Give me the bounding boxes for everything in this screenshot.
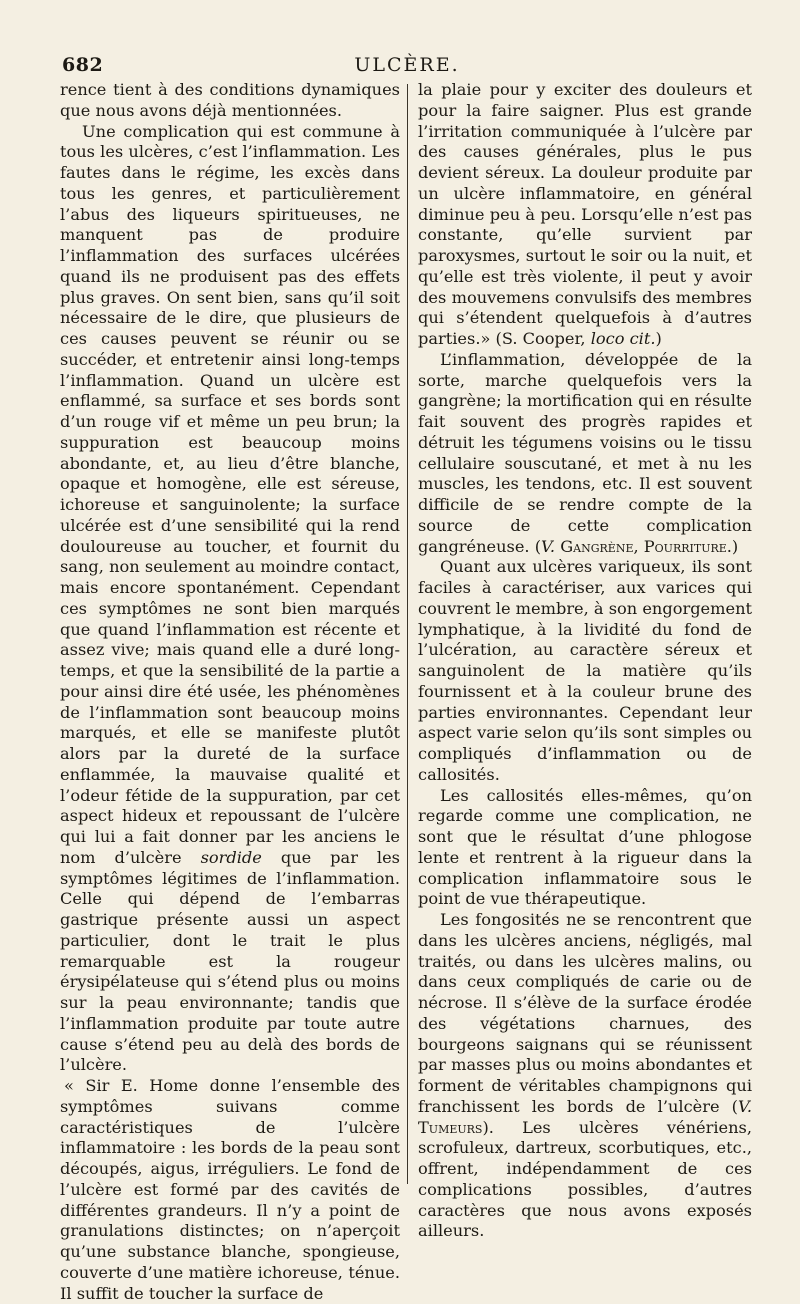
paragraph xyxy=(418,350,752,558)
paragraph-text: L’inflammation, développée de la sorte, marche quelquefois vers la gangrène; la mortification qui en résulte fait souvent des progrès rapides et détruit les tégumens voisins ou le tissu cellulaire souscutané, et met à nu les muscles, les tendons, etc. Il est souvent difficile de se rendre compte de la source de cette complication gangréneuse. ( xyxy=(418,349,752,556)
right-column xyxy=(418,80,752,1242)
cross-reference: Tumeurs xyxy=(418,1117,483,1137)
paragraph xyxy=(418,786,752,911)
paragraph-text: « Sir E. Home donne l’ensemble des symptômes suivans comme caractéristiques de l’ulcère inflammatoire : les bords de la peau sont découpés, aigus, irréguliers. Le fond de l’ulcère est formé par des cavités de différentes grandeurs. Il n’y a point de granulations distinctes; on n’aperçoit qu’une substance blanche, spongieuse, couverte d’une matière ichoreuse, ténue. Il suffit de toucher la surface de xyxy=(60,1076,400,1303)
paragraph-text: ). Les ulcères vénériens, scrofuleux, dartreux, scorbutiques, etc., offrent, indépendamment de ces complications possibles, d’autres caractères que nous avons exposés ailleurs. xyxy=(418,1117,752,1241)
paragraph xyxy=(60,1076,400,1304)
cross-reference-marker: V. xyxy=(737,1096,752,1116)
paragraph-text: Les fongosités ne se rencontrent que dans les ulcères anciens, négligés, mal traités, ou dans les ulcères malins, ou dans ceux compliqués de carie ou de nécrose. Il s’élève de la surface érodée des végétations charnues, des bourgeons saignans qui se réunissent par masses plus ou moins abondantes et forment de véritables champignons qui franchissent les bords de l’ulcère ( xyxy=(418,910,752,1116)
paragraph-text: rence tient à des conditions dynamiques que nous avons déjà mentionnées. xyxy=(60,80,400,120)
paragraph-text: Une complication qui est commune à tous les ulcères, c’est l’inflammation. Les fautes dans le régime, les excès dans tous les genres, et particulièrement l’abus des liqueurs spiritueuses, ne manquent pas de produire l’inflammation des surfaces ulcérées quand ils ne produisent pas des effets plus graves. On sent bien, sans qu’il soit nécessaire de le dire, que plusieurs de ces causes peuvent se réunir ou se succéder, et entretenir ainsi long-temps l’inflammation. Quand un ulcère est enflammé, sa surface et ses bords sont d’un rouge vif et même un peu brun; la suppuration est beaucoup moins abondante, et, au lieu d’être blanche, opaque et homogène, elle est séreuse, ichoreuse et sanguinolente; la surface ulcérée est d’une sensibilité qui la rend douloureuse au toucher, et fournit du sang, non seulement au moindre contact, mais encore spontanément. Cependant ces symptômes ne sont bien marqués que quand l’inflammation est récente et assez vive; mais quand elle a duré long-temps, et que la sensibilité de la partie a pour ainsi dire été usée, les phénomènes de l’inflammation sont beaucoup moins marqués, et elle se manifeste plutôt alors par la dureté de la surface enflammée, la mauvaise qualité et l’odeur fétide de la suppuration, par cet aspect hideux et repoussant de l’ulcère qui lui a fait donner par les anciens le nom d’ulcère xyxy=(60,121,400,867)
paragraph xyxy=(60,80,400,122)
page-number: 682 xyxy=(62,54,104,76)
paragraph-text: ) xyxy=(731,536,739,556)
cross-reference-marker: V. xyxy=(541,536,556,556)
paragraph-text: que par les symptômes légitimes de l’inflammation. Celle qui dépend de l’embarras gastrique présente aussi un aspect particulier, dont le trait le plus remarquable est la rougeur érysipélateuse qui s’étend plus ou moins sur la peau environnante; tandis que l’inflammation produite par toute autre cause s’étend peu au delà des bords de l’ulcère. xyxy=(60,847,400,1075)
paragraph xyxy=(418,910,752,1242)
italic-term: sordide xyxy=(200,847,262,867)
page-header xyxy=(62,54,752,82)
paragraph-text: Quant aux ulcères variqueux, ils sont faciles à caractériser, aux varices qui couvrent le membre, à son engorgement lymphatique, à la lividité du fond de l’ulcération, au caractère séreux et sanguinolent de la matière qu’ils fournissent et à la couleur brune des parties environnantes. Cependant leur aspect varie selon qu’ils sont simples ou compliqués d’inflammation ou de callosités. xyxy=(418,557,753,784)
column-divider xyxy=(407,84,408,1184)
paragraph-text: Les callosités elles-mêmes, qu’on regarde comme une complication, ne sont que le résultat d’une phlogose lente et rentrent à la rigueur dans la complication inflammatoire sous le point de vue thérapeutique. xyxy=(418,785,752,909)
paragraph-text: la plaie pour y exciter des douleurs et pour la faire saigner. Plus est grande l’irritation communiquée à l’ulcère par des causes générales, plus le pus devient séreux. La douleur produite par un ulcère inflammatoire, en général diminue peu à peu. Lorsqu’elle n’est pas constante, qu’elle survient par paroxysmes, surtout le soir ou la nuit, et qu’elle est très violente, il peut y avoir des mouvemens convulsifs des membres qui s’étendent quelquefois à d’autres parties.» (S. Cooper, xyxy=(418,80,752,348)
italic-citation: loco cit. xyxy=(590,329,656,348)
paragraph xyxy=(418,80,752,350)
paragraph xyxy=(418,557,752,785)
left-column xyxy=(60,80,400,1304)
cross-reference: Gangrène, Pourriture. xyxy=(560,536,732,556)
running-title: ULCÈRE. xyxy=(354,54,460,76)
paragraph xyxy=(60,122,400,1077)
paragraph-text: ) xyxy=(655,329,662,348)
